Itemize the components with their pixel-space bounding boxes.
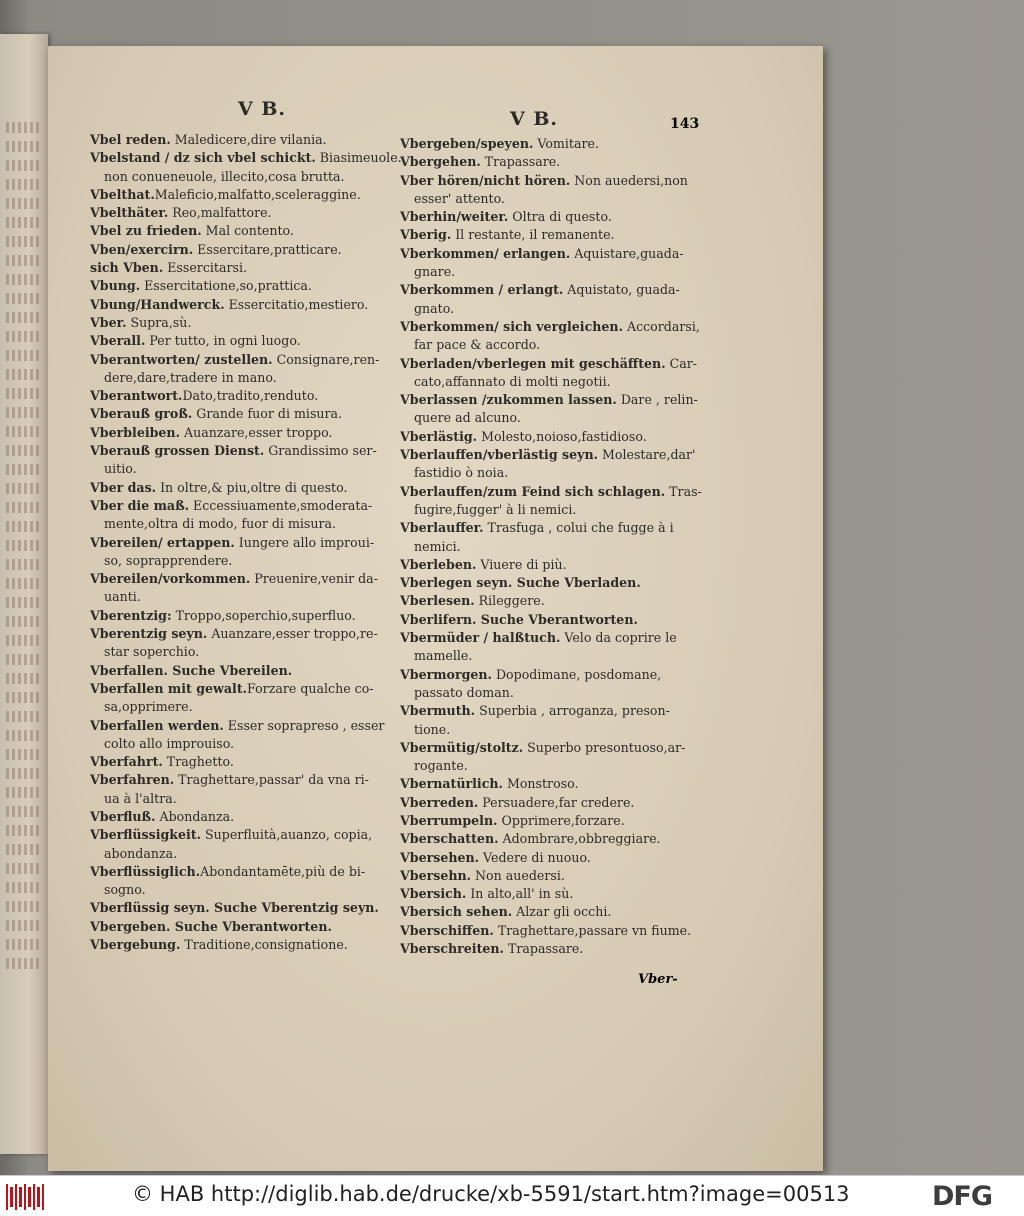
left-column-header: V B. (238, 98, 287, 120)
dictionary-entry-line (400, 903, 735, 921)
dictionary-entry-line (90, 222, 435, 240)
entry-gloss: Per tutto, in ogni luogo. (145, 333, 301, 349)
dictionary-entry-line (400, 592, 735, 610)
dictionary-entry-line (400, 519, 735, 537)
dictionary-entry-line (400, 684, 735, 702)
entry-gloss: Eccessiuamente,smoderata- (189, 497, 373, 513)
entry-gloss: abondanza. (104, 845, 178, 861)
dictionary-entry-line (400, 281, 735, 299)
entry-headword: Vberfallen. Suche Vbereilen. (90, 662, 293, 678)
entry-headword: Vberbleiben. (90, 424, 180, 440)
entry-gloss: uitio. (104, 461, 137, 477)
entry-headword: Vberladen/vberlegen mit geschäfften. (400, 355, 666, 371)
entry-gloss: Trapassare. (503, 941, 584, 957)
entry-gloss: In oltre,& piu,oltre di questo. (156, 479, 348, 495)
entry-headword: Vberauß groß. (90, 406, 193, 422)
entry-headword: Vberschreiten. (400, 941, 504, 957)
entry-gloss: so, soprapprendere. (104, 552, 233, 568)
right-column-header: V B. (510, 108, 559, 130)
entry-gloss: quere ad alcuno. (414, 410, 521, 426)
entry-headword: Vbergebung. (90, 937, 181, 953)
dictionary-entry-line (90, 735, 435, 753)
entry-headword: Vber. (90, 314, 127, 330)
dictionary-entry-line (90, 790, 435, 808)
entry-headword: Vberlifern. Suche Vberantworten. (400, 611, 638, 627)
dictionary-entry-line (90, 680, 435, 698)
dictionary-entry-line (400, 135, 735, 153)
entry-headword: Vbermüder / halßtuch. (400, 630, 561, 646)
dictionary-entry-line (90, 497, 435, 515)
entry-headword: Vberlauffen/vberlästig seyn. (400, 447, 598, 463)
entry-gloss: Tras- (665, 483, 702, 499)
entry-gloss: gnare. (414, 264, 456, 280)
entry-gloss: Non auedersi,non (570, 172, 688, 188)
entry-gloss: Il restante, il remanente. (451, 227, 615, 243)
entry-gloss: fastidio ò noia. (414, 465, 509, 481)
dictionary-entry-line (90, 204, 435, 222)
dictionary-entry-line (90, 332, 435, 350)
entry-gloss: tione. (414, 721, 451, 737)
entry-gloss: Traghetto. (162, 754, 234, 770)
entry-headword: Vbernatürlich. (400, 776, 503, 792)
entry-gloss: rogante. (414, 758, 468, 774)
entry-gloss: Superfluità,auanzo, copia, (201, 827, 373, 843)
entry-gloss: Molestare,dar' (598, 447, 696, 463)
dictionary-entry-line (400, 647, 735, 665)
dictionary-entry-line (400, 702, 735, 720)
dictionary-entry-line (90, 625, 435, 643)
dictionary-entry-line (90, 351, 435, 369)
dictionary-entry-line (90, 515, 435, 533)
dictionary-entry-line (90, 698, 435, 716)
entry-headword: Vber das. (90, 479, 157, 495)
entry-headword: Vber hören/nicht hören. (400, 172, 571, 188)
dictionary-entry-line (400, 226, 735, 244)
entry-gloss: Alzar gli occhi. (512, 904, 612, 920)
entry-gloss: Opprimere,forzare. (497, 812, 625, 828)
entry-gloss: Traghettare,passar' da vna ri- (174, 772, 369, 788)
dictionary-entry-line (400, 812, 735, 830)
entry-headword: Vberfallen werden. (90, 717, 224, 733)
dictionary-entry-line (400, 940, 735, 958)
dictionary-entry-line (400, 373, 735, 391)
entry-headword: Vberentzig seyn. (90, 626, 208, 642)
entry-gloss: dere,dare,tradere in mano. (104, 369, 277, 385)
entry-gloss: Aquistato, guada- (563, 282, 680, 298)
entry-gloss: Essercitatio,mestiero. (224, 296, 369, 312)
entry-gloss: Preuenire,venir da- (250, 571, 378, 587)
entry-headword: Vberkommen/ erlangen. (400, 245, 571, 261)
page-number: 143 (670, 116, 700, 132)
entry-gloss: star soperchio. (104, 644, 200, 660)
entry-gloss: Abondantamēte,più de bi- (200, 863, 366, 879)
entry-headword: Vberantworten/ zustellen. (90, 351, 273, 367)
dictionary-entry-line (90, 845, 435, 863)
entry-headword: Vbelthat. (90, 186, 155, 202)
dictionary-entry-line (90, 405, 435, 423)
dictionary-entry-line (400, 574, 735, 592)
entry-gloss: Auanzare,esser troppo,re- (207, 626, 378, 642)
entry-headword: Vberflüssig seyn. Suche Vberentzig seyn. (90, 900, 379, 916)
entry-headword: Vberleben. (400, 556, 477, 572)
dictionary-entry-line (90, 259, 435, 277)
entry-gloss: Reo,malfattore. (168, 205, 272, 221)
entry-headword: Vberentzig: (90, 607, 172, 623)
copyright-url-link[interactable]: © HAB http://diglib.hab.de/drucke/xb-5591/start.htm?image=00513 (132, 1182, 850, 1206)
dictionary-entry-line (90, 277, 435, 295)
dictionary-entry-line (400, 501, 735, 519)
entry-headword: Vberfallen mit gewalt. (90, 680, 248, 696)
entry-gloss: non conueneuole, illecito,cosa brutta. (104, 168, 345, 184)
entry-gloss: Superbo presontuoso,ar- (523, 739, 686, 755)
dictionary-entry-line (400, 391, 735, 409)
right-column-entries (400, 135, 735, 958)
entry-gloss: Trasfuga , colui che fugge à i (483, 520, 674, 536)
entry-headword: Vberkommen/ sich vergleichen. (400, 318, 623, 334)
entry-gloss: nemici. (414, 538, 461, 554)
entry-gloss: Dopodimane, posdomane, (491, 666, 662, 682)
entry-gloss: Rileggere. (474, 593, 545, 609)
dictionary-entry-line (400, 409, 735, 427)
entry-headword: Vbermorgen. (400, 666, 492, 682)
entry-headword: Vberrumpeln. (400, 812, 498, 828)
entry-headword: Vbersich sehen. (400, 904, 513, 920)
entry-headword: Vberschatten. (400, 831, 499, 847)
dictionary-entry-line (400, 318, 735, 336)
entry-gloss: Vomitare. (533, 136, 599, 151)
previous-page-edge (0, 34, 48, 1154)
dictionary-entry-line (400, 355, 735, 373)
dictionary-entry-line (400, 172, 735, 190)
entry-headword: Vberschiffen. (400, 922, 494, 938)
entry-gloss: uanti. (104, 589, 141, 605)
entry-gloss: Accordarsi, (622, 318, 700, 334)
entry-headword: Vbel zu frieden. (90, 223, 202, 239)
dictionary-entry-line (90, 460, 435, 478)
entry-gloss: Consignare,ren- (272, 351, 380, 367)
entry-headword: Vberig. (400, 227, 452, 243)
dictionary-entry-line (400, 629, 735, 647)
entry-headword: Vberreden. (400, 794, 479, 810)
entry-gloss: Troppo,soperchio,superfluo. (171, 607, 356, 623)
dictionary-entry-line (90, 570, 435, 588)
dictionary-entry-line (400, 757, 735, 775)
entry-headword: Vbergeben/speyen. (400, 136, 534, 151)
entry-gloss: ua à l'altra. (104, 790, 177, 806)
book-page (48, 46, 823, 1171)
dictionary-entry-line (90, 241, 435, 259)
dictionary-entry-line (400, 538, 735, 556)
entry-gloss: Aquistare,guada- (570, 245, 684, 261)
entry-gloss: Essercitarsi. (163, 260, 247, 276)
entry-headword: Vberlassen /zukommen lassen. (400, 392, 617, 408)
dictionary-entry-line (90, 826, 435, 844)
entry-gloss: sa,opprimere. (104, 699, 193, 715)
dictionary-entry-line (400, 446, 735, 464)
entry-gloss: Velo da coprire le (560, 630, 677, 646)
catchword: Vber- (638, 972, 678, 987)
entry-headword: Vberall. (90, 333, 146, 349)
entry-gloss: Grandissimo ser- (264, 443, 377, 459)
dictionary-entry-line (400, 428, 735, 446)
entry-headword: Vben/exercirn. (90, 241, 194, 257)
entry-headword: sich Vben. (90, 260, 164, 276)
entry-headword: Vberlegen seyn. Suche Vberladen. (400, 575, 641, 591)
dictionary-entry-line (400, 190, 735, 208)
dictionary-entry-line (90, 534, 435, 552)
entry-headword: Vbel reden. (90, 132, 171, 147)
dictionary-entry-line (400, 775, 735, 793)
entry-gloss: passato doman. (414, 684, 514, 700)
entry-gloss: Dato,tradito,renduto. (182, 388, 319, 404)
entry-headword: Vberfluß. (90, 808, 156, 824)
hab-logo-icon[interactable] (6, 1184, 44, 1210)
entry-gloss: Viuere di più. (476, 556, 567, 572)
dfg-logo[interactable]: DFG (932, 1181, 993, 1212)
dictionary-entry-line (90, 131, 435, 149)
dictionary-entry-line (400, 153, 735, 171)
entry-headword: Vbereilen/vorkommen. (90, 571, 251, 587)
dictionary-entry-line (90, 771, 435, 789)
entry-gloss: Traditione,consignatione. (180, 937, 348, 953)
entry-gloss: Essercitatione,so,prattica. (140, 278, 312, 294)
entry-gloss: Maleficio,malfatto,sceleraggine. (154, 186, 361, 202)
entry-gloss: Non auedersi. (471, 867, 565, 883)
entry-gloss: Molesto,noioso,fastidioso. (477, 428, 647, 444)
entry-gloss: Grande fuor di misura. (192, 406, 343, 422)
entry-headword: Vberflüssigkeit. (90, 827, 202, 843)
entry-headword: Vbung. (90, 278, 141, 294)
entry-headword: Vbersehen. (400, 849, 480, 865)
dictionary-entry-line (90, 552, 435, 570)
entry-gloss: Oltra di questo. (508, 209, 612, 225)
entry-headword: Vberfahren. (90, 772, 175, 788)
entry-gloss: fugire,fugger' à li nemici. (414, 501, 577, 517)
entry-headword: Vberlästig. (400, 428, 478, 444)
entry-headword: Vberfahrt. (90, 754, 163, 770)
dictionary-entry-line (90, 662, 435, 680)
dictionary-entry-line (90, 296, 435, 314)
dictionary-entry-line (400, 739, 735, 757)
entry-gloss: In alto,all' in sù. (466, 886, 574, 902)
entry-headword: Vbermütig/stoltz. (400, 739, 524, 755)
dictionary-entry-line (400, 922, 735, 940)
dictionary-entry-line (400, 721, 735, 739)
entry-gloss: gnato. (414, 300, 455, 316)
dictionary-entry-line (90, 442, 435, 460)
entry-gloss: Superbia , arroganza, preson- (475, 703, 670, 719)
entry-gloss: mamelle. (414, 648, 473, 664)
entry-headword: Vberflüssiglich. (90, 863, 201, 879)
dictionary-entry-line (90, 186, 435, 204)
entry-headword: Vbelstand / dz sich vbel schickt. (90, 150, 316, 166)
entry-gloss: Mal contento. (201, 223, 294, 239)
entry-headword: Vbersehn. (400, 867, 472, 883)
entry-headword: Vberlauffen/zum Feind sich schlagen. (400, 483, 666, 499)
entry-gloss: Trapassare. (480, 154, 561, 170)
dictionary-entry-line (90, 918, 435, 936)
dictionary-entry-line (90, 717, 435, 735)
dictionary-entry-line (90, 607, 435, 625)
dictionary-entry-line (400, 483, 735, 501)
entry-headword: Vberauß grossen Dienst. (90, 443, 265, 459)
entry-headword: Vbereilen/ ertappen. (90, 534, 235, 550)
dictionary-entry-line (90, 387, 435, 405)
entry-headword: Vber die maß. (90, 497, 190, 513)
entry-gloss: Car- (665, 355, 698, 371)
entry-headword: Vberlauffer. (400, 520, 484, 536)
entry-gloss: Iungere allo improui- (234, 534, 375, 550)
dictionary-entry-line (90, 753, 435, 771)
entry-headword: Vberkommen / erlangt. (400, 282, 564, 298)
entry-gloss: Maledicere,dire vilania. (170, 132, 327, 147)
entry-gloss: Adombrare,obbreggiare. (498, 831, 661, 847)
entry-gloss: Monstroso. (502, 776, 579, 792)
entry-headword: Vbelthäter. (90, 205, 169, 221)
entry-headword: Vberlesen. (400, 593, 475, 609)
dictionary-entry-line (90, 149, 435, 167)
entry-gloss: far pace & accordo. (414, 337, 541, 353)
dictionary-entry-line (400, 794, 735, 812)
dictionary-entry-line (90, 424, 435, 442)
dictionary-entry-line (90, 168, 435, 186)
entry-gloss: Vedere di nuouo. (479, 849, 591, 865)
dictionary-entry-line (400, 849, 735, 867)
entry-headword: Vberhin/weiter. (400, 209, 509, 225)
entry-headword: Vbersich. (400, 886, 467, 902)
dictionary-entry-line (400, 300, 735, 318)
dictionary-entry-line (90, 314, 435, 332)
dictionary-entry-line (400, 830, 735, 848)
dictionary-entry-line (400, 336, 735, 354)
entry-gloss: Forzare qualche co- (247, 680, 374, 696)
dictionary-entry-line (400, 666, 735, 684)
entry-gloss: Auanzare,esser troppo. (179, 424, 333, 440)
entry-headword: Vbermuth. (400, 703, 476, 719)
entry-gloss: Persuadere,far credere. (478, 794, 635, 810)
dictionary-entry-line (400, 464, 735, 482)
left-column-entries (90, 131, 435, 954)
entry-gloss: Esser soprapreso , esser (223, 717, 385, 733)
dictionary-entry-line (400, 867, 735, 885)
entry-gloss: colto allo improuiso. (104, 735, 235, 751)
dictionary-entry-line (400, 208, 735, 226)
entry-gloss: Supra,sù. (126, 314, 192, 330)
dictionary-entry-line (90, 643, 435, 661)
entry-headword: Vbergeben. Suche Vberantworten. (90, 918, 332, 934)
dictionary-entry-line (90, 479, 435, 497)
entry-gloss: Biasimeuole. (315, 150, 402, 166)
entry-headword: Vbung/Handwerck. (90, 296, 225, 312)
entry-gloss: sogno. (104, 882, 146, 898)
dictionary-entry-line (90, 881, 435, 899)
dictionary-entry-line (400, 885, 735, 903)
entry-gloss: cato,affannato di molti negotii. (414, 373, 611, 389)
entry-headword: Vberantwort. (90, 388, 183, 404)
dictionary-entry-line (90, 863, 435, 881)
dictionary-entry-line (90, 369, 435, 387)
dictionary-entry-line (400, 611, 735, 629)
dictionary-entry-line (400, 245, 735, 263)
footer-bar (0, 1175, 1024, 1216)
entry-gloss: Traghettare,passare vn fiume. (493, 922, 692, 938)
dictionary-entry-line (400, 263, 735, 281)
dictionary-entry-line (400, 556, 735, 574)
dictionary-entry-line (90, 588, 435, 606)
entry-gloss: esser' attento. (414, 190, 505, 206)
dictionary-entry-line (90, 899, 435, 917)
entry-gloss: Dare , relin- (616, 392, 698, 408)
entry-gloss: mente,oltra di modo, fuor di misura. (104, 516, 337, 532)
entry-gloss: Abondanza. (155, 808, 235, 824)
entry-headword: Vbergehen. (400, 154, 481, 170)
dictionary-entry-line (90, 808, 435, 826)
dictionary-entry-line (90, 936, 435, 954)
entry-gloss: Essercitare,pratticare. (193, 241, 342, 257)
